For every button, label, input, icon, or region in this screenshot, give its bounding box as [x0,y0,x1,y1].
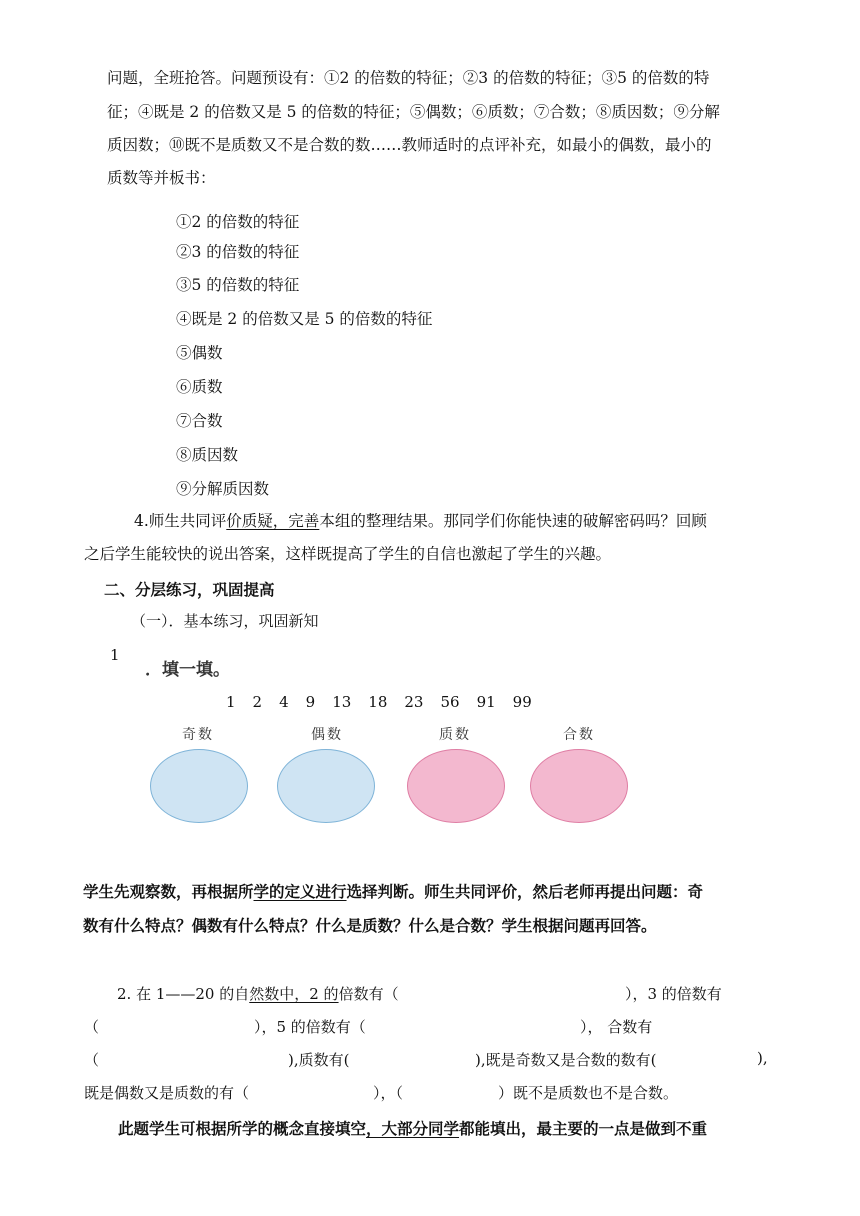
intro-line-2: 征；④既是 2 的倍数又是 5 的倍数的特征；⑤偶数；⑥质数；⑦合数；⑧质因数；⑨分解 [107,103,720,121]
even-number-oval[interactable] [277,749,375,823]
composite-number-oval[interactable] [530,749,628,823]
number: 23 [404,693,424,711]
comment2-text: 都能填出，最主要的一点是做到不重 [459,1120,708,1138]
board-item: ③5 的倍数的特征 [176,276,300,294]
comment1-text: 学生先观察数，再根据所 [83,883,254,901]
step4-underlined: 价质疑，完善 [226,512,320,530]
board-item: ⑤偶数 [176,344,223,362]
category-label-composite: 合数 [563,727,595,743]
board-item: ⑧质因数 [176,446,239,464]
ex2-text: ），5 的倍数有（ [254,1018,366,1036]
comment1-text: 选择判断。师生共同评价，然后老师再提出问题：奇 [346,883,704,901]
number: 2 [252,693,263,711]
ex2-text: ), [757,1049,768,1067]
comment2-underlined: ，大部分同学 [366,1120,460,1138]
exercise2-line-1-end: ），3 的倍数有 [625,985,722,1003]
intro-line-1: 问题，全班抢答。问题预设有：①2 的倍数的特征；②3 的倍数的特征；③5 的倍数的特 [107,69,710,87]
odd-number-oval[interactable] [150,749,248,823]
intro-line-4: 质数等并板书： [107,169,216,187]
number: 99 [512,693,532,711]
subsection-heading: （一）．基本练习，巩固新知 [131,612,319,630]
exercise-title: ．填一填。 [145,660,230,680]
step4-line-1 [134,505,707,538]
number: 91 [476,693,496,711]
ex2-paren: （ [84,1051,100,1069]
number: 9 [305,693,316,711]
board-item: ⑦合数 [176,412,223,430]
ex2-text: ）， 合数有 [580,1018,653,1036]
category-label-prime: 质数 [439,727,471,743]
ex2-text: 既是偶数又是质数的有（ [84,1084,250,1102]
ex2-text: ）既不是质数也不是合数。 [498,1084,679,1102]
ex2-paren: （ [84,1018,100,1036]
ex2-underlined: 然数中，2 的 [249,985,339,1003]
board-item: ④既是 2 的倍数又是 5 的倍数的特征 [176,310,433,328]
number: 56 [440,693,460,711]
ex2-text: 2. 在 1——20 的自 [117,985,250,1003]
comment1-line-2: 数有什么特点？偶数有什么特点？什么是质数？什么是合数？学生根据问题再回答。 [83,917,657,935]
number: 1 [226,693,236,711]
number: 4 [279,693,289,711]
comment2-text: 此题学生可根据所学的概念直接填空 [118,1120,367,1138]
ex2-text: ),既是奇数又是合数的数有( [475,1051,657,1069]
intro-line-3: 质因数；⑩既不是质数又不是合数的数……教师适时的点评补充，如最小的偶数，最小的 [107,136,712,154]
step4-text: 本组的整理结果。那同学们你能快速的破解密码吗？回顾 [319,512,707,530]
prime-number-oval[interactable] [407,749,505,823]
category-label-even: 偶数 [311,727,343,743]
board-item: ②3 的倍数的特征 [176,243,300,261]
exercise-number: 1 [110,646,120,664]
step4-text: 4.师生共同评 [134,512,227,530]
ex2-text: ），（ [373,1084,404,1102]
exercise2-line-1 [117,983,399,1004]
number: 18 [368,693,388,711]
comment1-underlined: 学的定义进行 [253,883,347,901]
number: 13 [332,693,352,711]
comment1-line-1 [83,880,703,902]
ex2-text: 倍数有（ [338,985,399,1003]
number-row [226,692,549,711]
board-item: ①2 的倍数的特征 [176,213,300,231]
section-heading: 二、分层练习，巩固提高 [104,581,275,599]
board-item: ⑨分解质因数 [176,480,270,498]
comment2-line [118,1117,707,1139]
category-label-odd: 奇数 [182,727,214,743]
ex2-text: ),质数有( [288,1051,350,1069]
board-item: ⑥质数 [176,378,223,396]
step4-line-2: 之后学生能较快的说出答案，这样既提高了学生的自信也激起了学生的兴趣。 [84,545,612,563]
